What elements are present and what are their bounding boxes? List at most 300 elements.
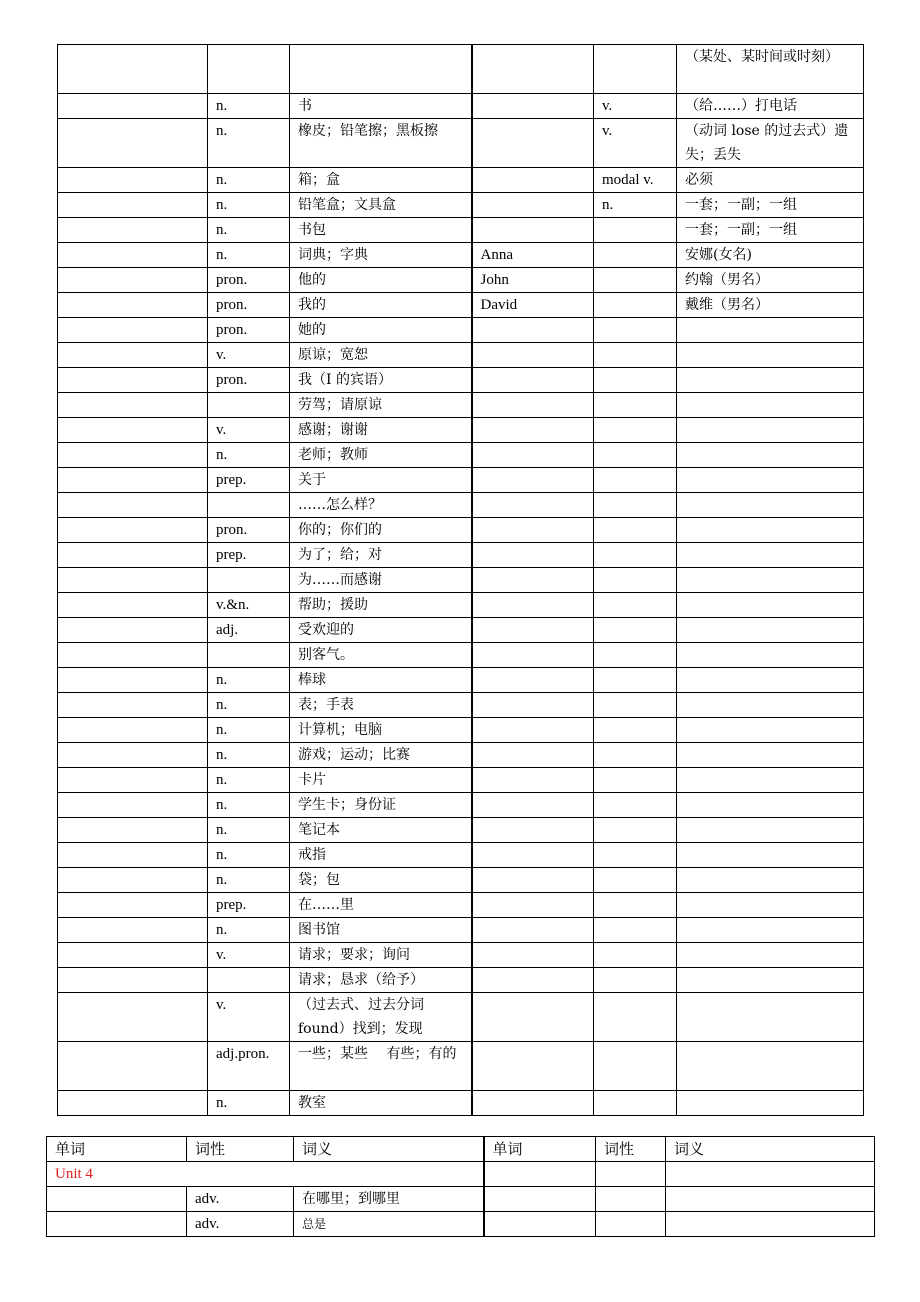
word-cell bbox=[58, 693, 208, 718]
meaning-cell-2 bbox=[677, 868, 864, 893]
meaning-cell-2 bbox=[677, 643, 864, 668]
meaning-cell: 为……而感谢 bbox=[290, 568, 472, 593]
table-row bbox=[58, 468, 864, 493]
table-cell bbox=[666, 1162, 875, 1187]
pos-cell-2 bbox=[594, 243, 677, 268]
meaning-cell: 游戏；运动；比赛 bbox=[290, 743, 472, 768]
table-row bbox=[58, 968, 864, 993]
pos-cell: pron. bbox=[208, 268, 290, 293]
word-cell-2 bbox=[472, 868, 594, 893]
meaning-cell: 卡片 bbox=[290, 768, 472, 793]
meaning-cell: 我（I 的宾语） bbox=[290, 368, 472, 393]
table-row bbox=[58, 94, 864, 119]
table-row bbox=[58, 293, 864, 318]
table-row bbox=[58, 243, 864, 268]
table-row bbox=[58, 843, 864, 868]
meaning-cell-2 bbox=[677, 393, 864, 418]
meaning-cell-2 bbox=[677, 843, 864, 868]
word-cell-2 bbox=[472, 693, 594, 718]
pos-cell: n. bbox=[208, 193, 290, 218]
meaning-cell: 橡皮；铅笔擦；黑板擦 bbox=[290, 119, 472, 168]
table-row bbox=[58, 743, 864, 768]
word-cell bbox=[58, 868, 208, 893]
word-cell bbox=[58, 493, 208, 518]
word-cell-2 bbox=[472, 1091, 594, 1116]
table-row bbox=[58, 993, 864, 1042]
pos-cell: n. bbox=[208, 119, 290, 168]
meaning-cell-2 bbox=[677, 318, 864, 343]
word-cell bbox=[58, 1091, 208, 1116]
pos-cell bbox=[208, 45, 290, 94]
table-row bbox=[58, 1042, 864, 1091]
meaning-cell-2: 一套；一副；一组 bbox=[677, 193, 864, 218]
table-row bbox=[58, 418, 864, 443]
table-row bbox=[58, 618, 864, 643]
pos-cell: adj. bbox=[208, 618, 290, 643]
pos-cell bbox=[208, 568, 290, 593]
table-row bbox=[58, 793, 864, 818]
word-cell bbox=[58, 768, 208, 793]
word-cell-2 bbox=[472, 993, 594, 1042]
word-cell-2 bbox=[472, 543, 594, 568]
pos-cell-2 bbox=[594, 718, 677, 743]
meaning-cell-2 bbox=[666, 1187, 875, 1212]
table-row bbox=[58, 119, 864, 168]
meaning-cell-2 bbox=[677, 493, 864, 518]
pos-cell-2 bbox=[594, 843, 677, 868]
word-cell bbox=[58, 343, 208, 368]
table-row bbox=[58, 268, 864, 293]
word-cell-2 bbox=[472, 918, 594, 943]
pos-cell: n. bbox=[208, 918, 290, 943]
table-row bbox=[58, 343, 864, 368]
pos-cell-2: modal v. bbox=[594, 168, 677, 193]
meaning-cell: 一些；某些 有些；有的 bbox=[290, 1042, 472, 1091]
meaning-cell: 你的；你们的 bbox=[290, 518, 472, 543]
meaning-cell: 铅笔盒；文具盒 bbox=[290, 193, 472, 218]
table-row bbox=[58, 543, 864, 568]
word-cell bbox=[58, 318, 208, 343]
table-row bbox=[58, 318, 864, 343]
meaning-cell-2: 戴维（男名） bbox=[677, 293, 864, 318]
pos-cell-2 bbox=[594, 668, 677, 693]
pos-cell-2 bbox=[594, 45, 677, 94]
table-row bbox=[58, 918, 864, 943]
word-cell bbox=[58, 193, 208, 218]
word-cell-2 bbox=[472, 368, 594, 393]
word-cell-2 bbox=[472, 668, 594, 693]
meaning-cell-2 bbox=[677, 968, 864, 993]
word-cell bbox=[58, 718, 208, 743]
pos-cell-2 bbox=[594, 868, 677, 893]
word-cell-2 bbox=[472, 518, 594, 543]
meaning-cell: （过去式、过去分词 found）找到；发现 bbox=[290, 993, 472, 1042]
pos-cell-2 bbox=[594, 1042, 677, 1091]
meaning-cell-2 bbox=[677, 793, 864, 818]
meaning-cell-2 bbox=[677, 443, 864, 468]
table-row bbox=[58, 893, 864, 918]
header-meaning: 词义 bbox=[294, 1137, 484, 1162]
pos-cell-2 bbox=[594, 218, 677, 243]
meaning-cell-2 bbox=[677, 743, 864, 768]
header-word-2: 单词 bbox=[484, 1137, 596, 1162]
pos-cell-2 bbox=[594, 943, 677, 968]
meaning-cell: 帮助；援助 bbox=[290, 593, 472, 618]
meaning-cell: 学生卡；身份证 bbox=[290, 793, 472, 818]
pos-cell: n. bbox=[208, 94, 290, 119]
meaning-cell: 图书馆 bbox=[290, 918, 472, 943]
meaning-cell: 在哪里；到哪里 bbox=[294, 1187, 484, 1212]
table-row bbox=[58, 393, 864, 418]
meaning-cell: 别客气。 bbox=[290, 643, 472, 668]
pos-cell-2: v. bbox=[594, 94, 677, 119]
meaning-cell: 受欢迎的 bbox=[290, 618, 472, 643]
pos-cell-2 bbox=[594, 343, 677, 368]
pos-cell: n. bbox=[208, 843, 290, 868]
table-header-row bbox=[47, 1137, 875, 1162]
meaning-cell: 关于 bbox=[290, 468, 472, 493]
pos-cell-2 bbox=[594, 568, 677, 593]
table-row bbox=[58, 718, 864, 743]
pos-cell: n. bbox=[208, 243, 290, 268]
word-cell-2 bbox=[472, 218, 594, 243]
meaning-cell-2: 必须 bbox=[677, 168, 864, 193]
pos-cell: adj.pron. bbox=[208, 1042, 290, 1091]
meaning-cell: 书包 bbox=[290, 218, 472, 243]
meaning-cell-2 bbox=[677, 343, 864, 368]
pos-cell-2 bbox=[594, 643, 677, 668]
word-cell-2 bbox=[472, 718, 594, 743]
table-row bbox=[47, 1187, 875, 1212]
word-cell-2 bbox=[472, 45, 594, 94]
word-cell bbox=[58, 393, 208, 418]
word-cell bbox=[58, 593, 208, 618]
table-row bbox=[58, 193, 864, 218]
meaning-cell-2 bbox=[677, 768, 864, 793]
pos-cell-2 bbox=[594, 968, 677, 993]
word-cell-2 bbox=[472, 643, 594, 668]
pos-cell-2 bbox=[594, 493, 677, 518]
meaning-cell: ……怎么样？ bbox=[290, 493, 472, 518]
word-cell-2 bbox=[472, 468, 594, 493]
pos-cell-2 bbox=[594, 318, 677, 343]
word-cell-2 bbox=[472, 818, 594, 843]
meaning-cell-2: 一套；一副；一组 bbox=[677, 218, 864, 243]
pos-cell-2 bbox=[594, 768, 677, 793]
meaning-cell: 他的 bbox=[290, 268, 472, 293]
word-cell-2 bbox=[472, 443, 594, 468]
pos-cell: n. bbox=[208, 718, 290, 743]
table-row bbox=[58, 218, 864, 243]
meaning-cell: 戒指 bbox=[290, 843, 472, 868]
pos-cell: pron. bbox=[208, 368, 290, 393]
word-cell-2 bbox=[472, 168, 594, 193]
meaning-cell: 书 bbox=[290, 94, 472, 119]
pos-cell: n. bbox=[208, 768, 290, 793]
pos-cell-2 bbox=[594, 993, 677, 1042]
unit-row bbox=[47, 1162, 875, 1187]
word-cell bbox=[58, 893, 208, 918]
word-cell-2 bbox=[472, 418, 594, 443]
pos-cell: n. bbox=[208, 1091, 290, 1116]
table-cell bbox=[484, 1162, 596, 1187]
pos-cell: n. bbox=[208, 668, 290, 693]
table-row bbox=[58, 168, 864, 193]
meaning-cell-2: （给……）打电话 bbox=[677, 94, 864, 119]
pos-cell: n. bbox=[208, 218, 290, 243]
word-cell-2 bbox=[472, 193, 594, 218]
table-row bbox=[58, 368, 864, 393]
meaning-cell-2: （动词 lose 的过去式）遗失；丢失 bbox=[677, 119, 864, 168]
table-row bbox=[58, 518, 864, 543]
table-row bbox=[58, 818, 864, 843]
word-cell bbox=[58, 45, 208, 94]
pos-cell-2 bbox=[594, 818, 677, 843]
pos-cell: v. bbox=[208, 418, 290, 443]
word-cell bbox=[58, 968, 208, 993]
table-row bbox=[58, 943, 864, 968]
word-cell bbox=[58, 168, 208, 193]
header-meaning-2: 词义 bbox=[666, 1137, 875, 1162]
word-cell-2 bbox=[484, 1212, 596, 1237]
word-cell bbox=[58, 94, 208, 119]
word-cell-2: David bbox=[472, 293, 594, 318]
meaning-cell: 我的 bbox=[290, 293, 472, 318]
pos-cell: n. bbox=[208, 168, 290, 193]
pos-cell-2 bbox=[594, 593, 677, 618]
pos-cell bbox=[208, 643, 290, 668]
pos-cell: n. bbox=[208, 693, 290, 718]
header-word: 单词 bbox=[47, 1137, 187, 1162]
meaning-cell: 在……里 bbox=[290, 893, 472, 918]
word-cell bbox=[58, 1042, 208, 1091]
meaning-cell: 笔记本 bbox=[290, 818, 472, 843]
pos-cell-2 bbox=[594, 293, 677, 318]
word-cell bbox=[58, 943, 208, 968]
word-cell-2 bbox=[472, 893, 594, 918]
table-row bbox=[47, 1212, 875, 1237]
pos-cell: prep. bbox=[208, 893, 290, 918]
meaning-cell-2 bbox=[677, 1091, 864, 1116]
pos-cell: n. bbox=[208, 443, 290, 468]
meaning-cell-2 bbox=[677, 593, 864, 618]
header-pos-2: 词性 bbox=[596, 1137, 666, 1162]
word-cell bbox=[58, 268, 208, 293]
meaning-cell-2 bbox=[677, 668, 864, 693]
pos-cell-2 bbox=[596, 1212, 666, 1237]
meaning-cell-2 bbox=[677, 368, 864, 393]
word-cell bbox=[58, 618, 208, 643]
meaning-cell: 她的 bbox=[290, 318, 472, 343]
meaning-cell-2 bbox=[666, 1212, 875, 1237]
word-cell-2 bbox=[472, 843, 594, 868]
pos-cell: n. bbox=[208, 868, 290, 893]
table-row bbox=[58, 693, 864, 718]
word-cell bbox=[58, 468, 208, 493]
meaning-cell: 袋；包 bbox=[290, 868, 472, 893]
pos-cell-2 bbox=[594, 793, 677, 818]
pos-cell: adv. bbox=[187, 1212, 294, 1237]
word-cell bbox=[58, 293, 208, 318]
meaning-cell: 老师；教师 bbox=[290, 443, 472, 468]
pos-cell bbox=[208, 968, 290, 993]
meaning-cell-2 bbox=[677, 693, 864, 718]
word-cell-2 bbox=[472, 743, 594, 768]
pos-cell-2 bbox=[594, 518, 677, 543]
word-cell bbox=[58, 818, 208, 843]
word-cell bbox=[58, 643, 208, 668]
word-cell bbox=[58, 518, 208, 543]
pos-cell: pron. bbox=[208, 318, 290, 343]
meaning-cell: 请求；要求；询问 bbox=[290, 943, 472, 968]
unit-label: Unit 4 bbox=[47, 1162, 484, 1187]
table-row bbox=[58, 493, 864, 518]
word-cell-2: John bbox=[472, 268, 594, 293]
meaning-cell-2 bbox=[677, 468, 864, 493]
pos-cell bbox=[208, 393, 290, 418]
pos-cell: n. bbox=[208, 793, 290, 818]
pos-cell: adv. bbox=[187, 1187, 294, 1212]
pos-cell-2 bbox=[594, 443, 677, 468]
word-cell-2 bbox=[472, 968, 594, 993]
word-cell-2 bbox=[472, 493, 594, 518]
meaning-cell-2 bbox=[677, 1042, 864, 1091]
pos-cell-2 bbox=[594, 418, 677, 443]
pos-cell-2 bbox=[594, 268, 677, 293]
word-cell-2 bbox=[472, 393, 594, 418]
meaning-cell: 计算机；电脑 bbox=[290, 718, 472, 743]
pos-cell-2: n. bbox=[594, 193, 677, 218]
table-row bbox=[58, 768, 864, 793]
meaning-cell: 教室 bbox=[290, 1091, 472, 1116]
word-cell bbox=[58, 218, 208, 243]
pos-cell-2 bbox=[594, 1091, 677, 1116]
header-pos: 词性 bbox=[187, 1137, 294, 1162]
word-cell-2: Anna bbox=[472, 243, 594, 268]
word-cell bbox=[58, 793, 208, 818]
table-row bbox=[58, 668, 864, 693]
meaning-cell: 箱；盒 bbox=[290, 168, 472, 193]
table-row bbox=[58, 1091, 864, 1116]
word-cell bbox=[58, 119, 208, 168]
pos-cell: pron. bbox=[208, 518, 290, 543]
word-cell bbox=[58, 668, 208, 693]
word-cell bbox=[58, 368, 208, 393]
word-cell bbox=[58, 418, 208, 443]
pos-cell-2: v. bbox=[594, 119, 677, 168]
pos-cell-2 bbox=[594, 368, 677, 393]
word-cell bbox=[58, 843, 208, 868]
pos-cell: v. bbox=[208, 343, 290, 368]
table-row bbox=[58, 45, 864, 94]
word-cell-2 bbox=[472, 94, 594, 119]
word-cell-2 bbox=[472, 593, 594, 618]
word-cell-2 bbox=[472, 943, 594, 968]
meaning-cell: 感谢；谢谢 bbox=[290, 418, 472, 443]
word-cell bbox=[58, 568, 208, 593]
word-cell bbox=[58, 443, 208, 468]
pos-cell: prep. bbox=[208, 468, 290, 493]
pos-cell: n. bbox=[208, 818, 290, 843]
meaning-cell: 原谅；宽恕 bbox=[290, 343, 472, 368]
meaning-cell-2 bbox=[677, 568, 864, 593]
table-row bbox=[58, 443, 864, 468]
meaning-cell-2 bbox=[677, 543, 864, 568]
meaning-cell-2 bbox=[677, 893, 864, 918]
meaning-cell: 表；手表 bbox=[290, 693, 472, 718]
meaning-cell-2 bbox=[677, 993, 864, 1042]
meaning-cell: 请求；恳求（给予） bbox=[290, 968, 472, 993]
word-cell bbox=[58, 993, 208, 1042]
meaning-cell-2 bbox=[677, 918, 864, 943]
meaning-cell: 为了；给；对 bbox=[290, 543, 472, 568]
pos-cell: v.&n. bbox=[208, 593, 290, 618]
word-cell-2 bbox=[472, 119, 594, 168]
word-cell-2 bbox=[472, 768, 594, 793]
word-cell bbox=[58, 543, 208, 568]
pos-cell-2 bbox=[594, 543, 677, 568]
pos-cell-2 bbox=[594, 893, 677, 918]
meaning-cell: 棒球 bbox=[290, 668, 472, 693]
pos-cell: prep. bbox=[208, 543, 290, 568]
word-cell bbox=[58, 918, 208, 943]
word-cell-2 bbox=[472, 343, 594, 368]
pos-cell: v. bbox=[208, 943, 290, 968]
meaning-cell-2 bbox=[677, 618, 864, 643]
table-cell bbox=[596, 1162, 666, 1187]
table-row bbox=[58, 868, 864, 893]
meaning-cell-2: 安娜(女名) bbox=[677, 243, 864, 268]
meaning-cell-2 bbox=[677, 718, 864, 743]
pos-cell: pron. bbox=[208, 293, 290, 318]
word-cell-2 bbox=[472, 618, 594, 643]
word-cell-2 bbox=[484, 1187, 596, 1212]
table-row bbox=[58, 593, 864, 618]
meaning-cell-2: 约翰（男名） bbox=[677, 268, 864, 293]
vocabulary-table-unit4 bbox=[46, 1136, 875, 1237]
vocabulary-table-upper bbox=[57, 44, 864, 1116]
pos-cell-2 bbox=[594, 468, 677, 493]
pos-cell-2 bbox=[594, 693, 677, 718]
pos-cell-2 bbox=[594, 918, 677, 943]
word-cell-2 bbox=[472, 793, 594, 818]
word-cell bbox=[58, 743, 208, 768]
meaning-cell-2 bbox=[677, 943, 864, 968]
table-row bbox=[58, 643, 864, 668]
pos-cell: v. bbox=[208, 993, 290, 1042]
meaning-cell-2: （某处、某时间或时刻） bbox=[677, 45, 864, 94]
word-cell bbox=[47, 1212, 187, 1237]
pos-cell bbox=[208, 493, 290, 518]
word-cell bbox=[58, 243, 208, 268]
table-row bbox=[58, 568, 864, 593]
word-cell-2 bbox=[472, 1042, 594, 1091]
meaning-cell-2 bbox=[677, 818, 864, 843]
meaning-cell: 词典；字典 bbox=[290, 243, 472, 268]
word-cell-2 bbox=[472, 318, 594, 343]
word-cell bbox=[47, 1187, 187, 1212]
pos-cell: n. bbox=[208, 743, 290, 768]
pos-cell-2 bbox=[594, 393, 677, 418]
meaning-cell bbox=[290, 45, 472, 94]
meaning-cell-2 bbox=[677, 518, 864, 543]
pos-cell-2 bbox=[594, 743, 677, 768]
pos-cell-2 bbox=[596, 1187, 666, 1212]
pos-cell-2 bbox=[594, 618, 677, 643]
meaning-cell-2 bbox=[677, 418, 864, 443]
meaning-cell: 劳驾；请原谅 bbox=[290, 393, 472, 418]
word-cell-2 bbox=[472, 568, 594, 593]
